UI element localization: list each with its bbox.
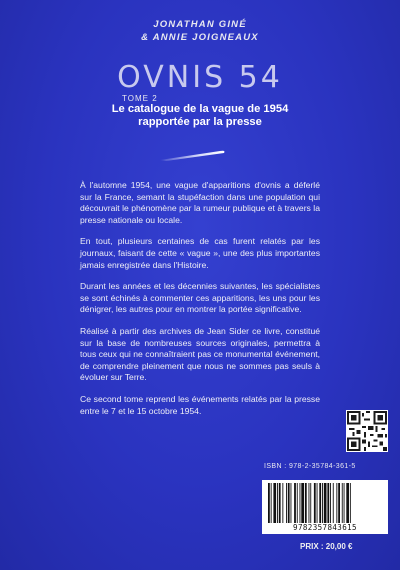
paragraph: À l'automne 1954, une vague d'apparitions d'ovnis a déferlé sur la France, semant la stupéfaction dans une population qui découvrait le phénomène par la rumeur publique et à travers la presse nationale ou locale. bbox=[80, 180, 320, 225]
price-label: PRIX : 20,00 € bbox=[300, 542, 353, 551]
barcode-bar bbox=[286, 483, 287, 523]
barcode-bars bbox=[262, 483, 388, 527]
barcode-bar bbox=[279, 483, 281, 523]
barcode-number: 9782357843615 bbox=[293, 523, 357, 532]
paragraph: Ce second tome reprend les événements relatés par la presse entre le 7 et le 15 octobre 1954. bbox=[80, 393, 320, 416]
barcode-bar bbox=[297, 483, 298, 523]
barcode-bar bbox=[338, 483, 340, 523]
barcode bbox=[262, 480, 388, 534]
barcode-bar bbox=[342, 483, 343, 523]
barcode-bar bbox=[288, 483, 290, 523]
barcode-bar bbox=[350, 483, 351, 523]
barcode-bar bbox=[268, 483, 270, 523]
barcode-bar bbox=[317, 483, 318, 523]
book-title: OVNIS 54 bbox=[117, 60, 283, 95]
barcode-bar bbox=[319, 483, 321, 523]
back-cover-text bbox=[80, 180, 320, 427]
barcode-bar bbox=[314, 483, 316, 523]
barcode-bar bbox=[273, 483, 276, 523]
barcode-bar bbox=[294, 483, 296, 523]
paragraph: En tout, plusieurs centaines de cas furent relatés par les journaux, faisant de cette « vague », une des plus importantes jamais enregistrée dans l'Histoire. bbox=[80, 236, 320, 270]
book-subtitle bbox=[80, 103, 320, 129]
subtitle-line-1: Le catalogue de la vague de 1954 bbox=[111, 103, 289, 115]
isbn-number: ISBN : 978-2-35784-361-5 bbox=[264, 463, 356, 470]
barcode-bar bbox=[327, 483, 329, 523]
paragraph: Durant les années et les décennies suivantes, les spécialistes se sont échinés à commenter ces apparitions, les uns pour les dénigrer, les autres pour en montrer la portée significative. bbox=[80, 281, 320, 315]
barcode-bar bbox=[330, 483, 331, 523]
barcode-bar bbox=[305, 483, 307, 523]
barcode-bar bbox=[310, 483, 311, 523]
authors bbox=[0, 18, 400, 44]
barcode-bar bbox=[344, 483, 345, 523]
tome-label: TOME 2 bbox=[122, 94, 158, 103]
barcode-bar bbox=[322, 483, 323, 523]
ufo-streak-image bbox=[158, 148, 228, 162]
subtitle-line-2: rapportée par la presse bbox=[138, 116, 262, 128]
author-1: JONATHAN GINÉ bbox=[153, 19, 247, 30]
qr-code bbox=[346, 410, 388, 452]
barcode-bar bbox=[282, 483, 283, 523]
barcode-bar bbox=[336, 483, 337, 523]
barcode-bar bbox=[300, 483, 301, 523]
barcode-bar bbox=[271, 483, 272, 523]
barcode-bar bbox=[277, 483, 278, 523]
barcode-bar bbox=[301, 483, 304, 523]
paragraph: Réalisé à partir des archives de Jean Sider ce livre, constitué sur la base de nombreuses sources originales, permettra à tous ceux qui ne connaîtraient pas ce monumental événement, de comprendre pleinement que nous ne sommes pas seuls à évoluer sur Terre. bbox=[80, 325, 320, 383]
barcode-bar bbox=[309, 483, 310, 523]
barcode-bar bbox=[324, 483, 327, 523]
barcode-bar bbox=[346, 483, 349, 523]
barcode-bar bbox=[291, 483, 292, 523]
barcode-bar bbox=[333, 483, 334, 523]
author-2: & ANNIE JOIGNEAUX bbox=[141, 32, 259, 43]
